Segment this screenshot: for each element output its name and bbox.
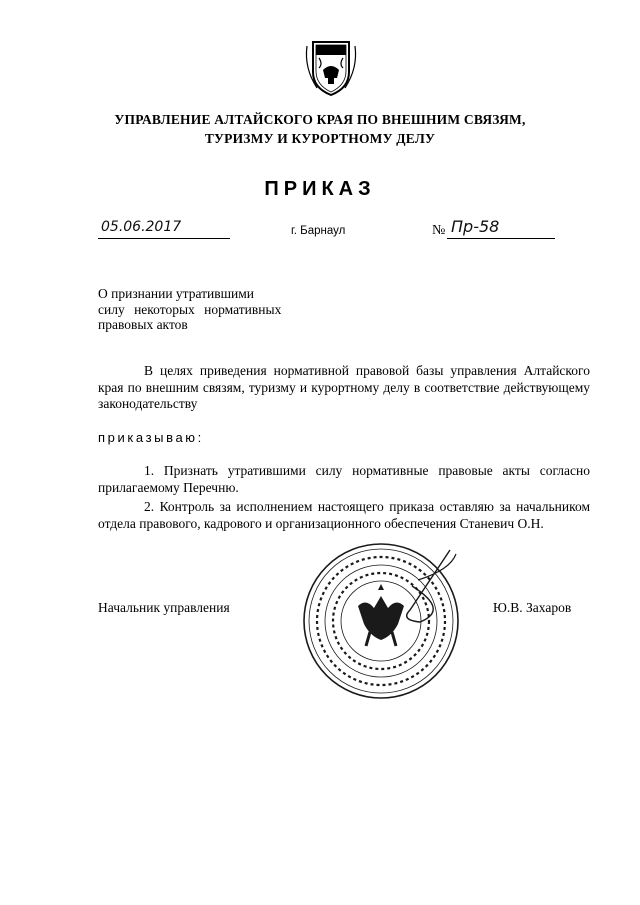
preamble-paragraph: В целях приведения нормативной правовой базы управления Алтайского края по внешним связям, туризму и курортному делу в соответствие действующему законодательству — [98, 363, 590, 411]
document-city: г. Барнаул — [291, 225, 346, 237]
document-title: ПРИКАЗ — [264, 178, 376, 200]
organization-name-line2: ТУРИЗМУ И КУРОРТНОМУ ДЕЛУ — [204, 131, 436, 146]
subject-line: О признании утратившими — [98, 286, 255, 301]
number-underline — [447, 238, 555, 239]
organization-name-line1: УПРАВЛЕНИЕ АЛТАЙСКОГО КРАЯ ПО ВНЕШНИМ СВЯЗЯМ, — [114, 112, 526, 127]
document-date: 05.06.2017 — [101, 219, 182, 235]
official-seal-icon — [300, 540, 462, 702]
coat-of-arms-icon — [303, 38, 359, 98]
date-underline — [98, 238, 230, 239]
document-number: Пр-58 — [451, 217, 500, 236]
order-item: 1. Признать утратившими силу нормативные правовые акты согласно прилагаемому Перечню. — [98, 463, 590, 495]
signatory-position: Начальник управления — [98, 600, 230, 615]
document-subject — [98, 286, 281, 333]
subject-line: силу некоторых нормативных — [98, 301, 282, 317]
number-label: № — [432, 223, 446, 238]
order-item: 2. Контроль за исполнением настоящего приказа оставляю за начальником отдела правового, кадрового и организационного обеспечения Станевич О.Н. — [98, 499, 590, 531]
subject-line: правовых актов — [98, 317, 188, 332]
signatory-name: Ю.В. Захаров — [493, 600, 572, 615]
order-word: приказываю: — [98, 430, 204, 445]
